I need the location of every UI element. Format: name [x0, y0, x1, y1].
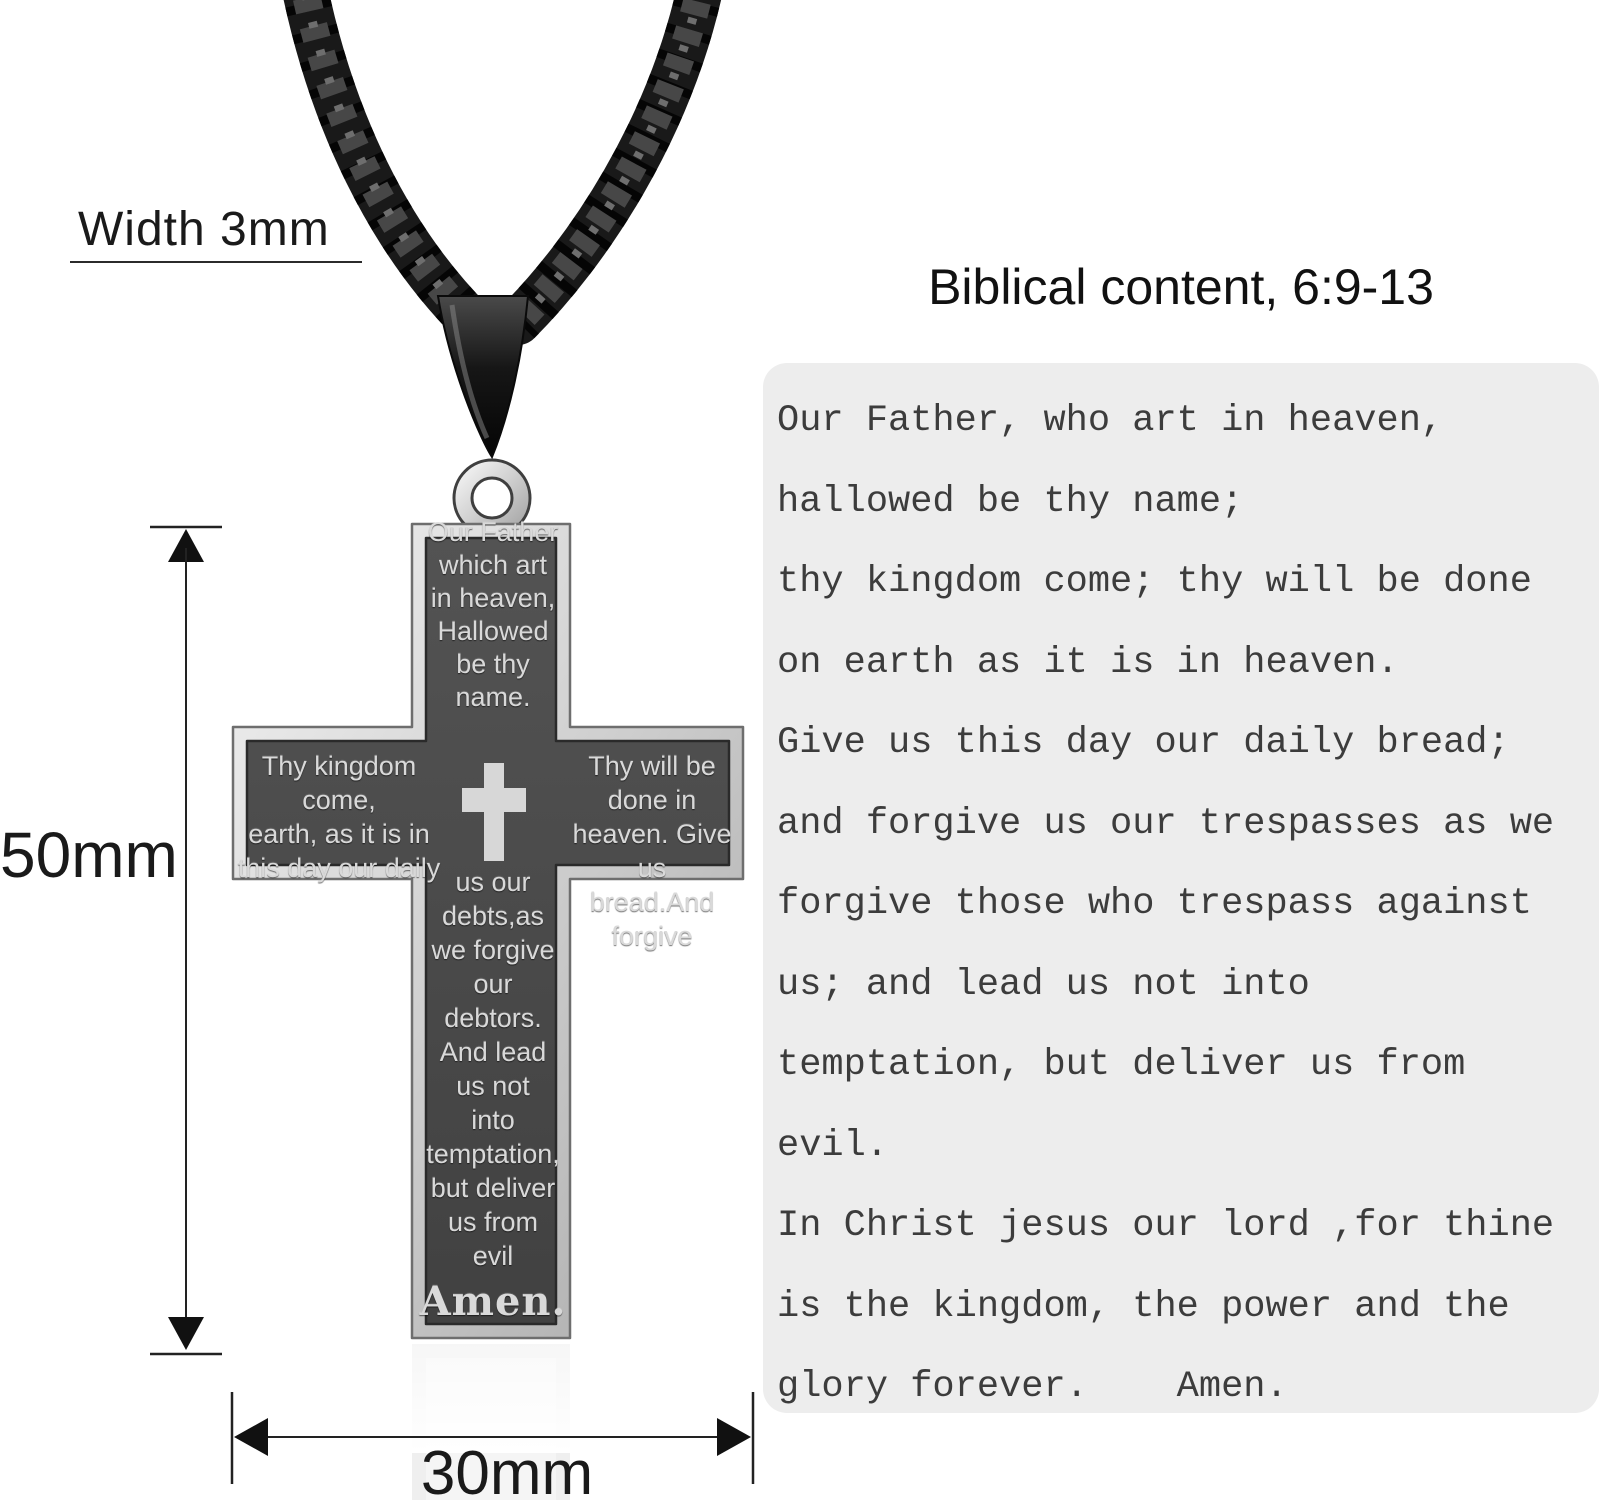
engraved-line: earth, as it is in [248, 819, 430, 849]
engraved-line: name. [455, 682, 531, 712]
engraved-line: us our [455, 867, 531, 897]
engraved-line: evil [472, 1241, 514, 1271]
verse-panel-title: Biblical content, 6:9-13 [928, 259, 1434, 315]
verse-line: and forgive us our trespasses as we [777, 802, 1555, 845]
verse-line: is the kingdom, the power and the [777, 1285, 1510, 1328]
cross-left-arm-text [236, 749, 442, 885]
engraved-line: which art [438, 550, 548, 580]
engraved-line: this day our daily [237, 853, 441, 883]
verse-line: glory forever. Amen. [777, 1366, 1288, 1408]
verse-line: temptation, but deliver us from [777, 1044, 1466, 1086]
cross-top-text [418, 516, 568, 714]
engraved-line: we forgive [431, 935, 555, 965]
chain-width-label: Width 3mm [78, 203, 330, 256]
verse-line: hallowed be thy name; [777, 480, 1244, 523]
engraved-line: temptation, [426, 1139, 560, 1169]
engraved-line: but deliver [430, 1173, 556, 1203]
engraved-line: debtors. [444, 1003, 542, 1033]
verse-line: forgive those who trespass against [777, 883, 1532, 925]
engraved-line: our [473, 969, 513, 999]
verse-line: Give us this day our daily bread; [777, 722, 1510, 764]
pendant-width-label: 30mm [420, 1439, 594, 1500]
engraved-line: heaven. Give us [572, 819, 732, 883]
down-arrow-icon [168, 1317, 204, 1350]
rope-chain-left [302, 0, 472, 322]
engraved-line: us not [456, 1071, 530, 1101]
right-arrow-icon [717, 1418, 751, 1456]
rope-chain-right [518, 0, 703, 322]
engraved-line: Our Father [427, 517, 559, 547]
left-arrow-icon [234, 1418, 268, 1456]
engraved-line: debts,as [441, 901, 545, 931]
engraved-line: us from [447, 1207, 539, 1237]
verse-line: Our Father, who art in heaven, [777, 400, 1444, 442]
pendant-bail [438, 296, 528, 457]
verse-line: evil. [777, 1124, 889, 1167]
engraved-line: in heaven, [430, 583, 556, 613]
cross-amen-text: Amen. [419, 1278, 567, 1325]
engraved-line: And lead [439, 1037, 547, 1067]
verse-panel [763, 363, 1599, 1413]
chain-width-underline [70, 261, 362, 263]
engraved-line: be thy [456, 649, 530, 679]
engraved-line: Hallowed [437, 616, 549, 646]
engraved-line: into [471, 1105, 515, 1135]
pendant-height-label: 50mm [0, 819, 178, 891]
cross-lower-text [414, 865, 572, 1273]
verse-line: thy kingdom come; thy will be done [777, 561, 1532, 603]
cross-right-arm-text [556, 749, 748, 953]
engraved-line: bread.And forgive [589, 887, 715, 951]
verse-line: us; and lead us not into [777, 963, 1310, 1006]
verse-line: In Christ jesus our lord ,for thine [777, 1205, 1555, 1247]
engraved-line: Thy will be done in [588, 751, 716, 815]
verse-line: on earth as it is in heaven. [777, 641, 1399, 684]
engraved-line: Thy kingdom come, [261, 751, 417, 815]
